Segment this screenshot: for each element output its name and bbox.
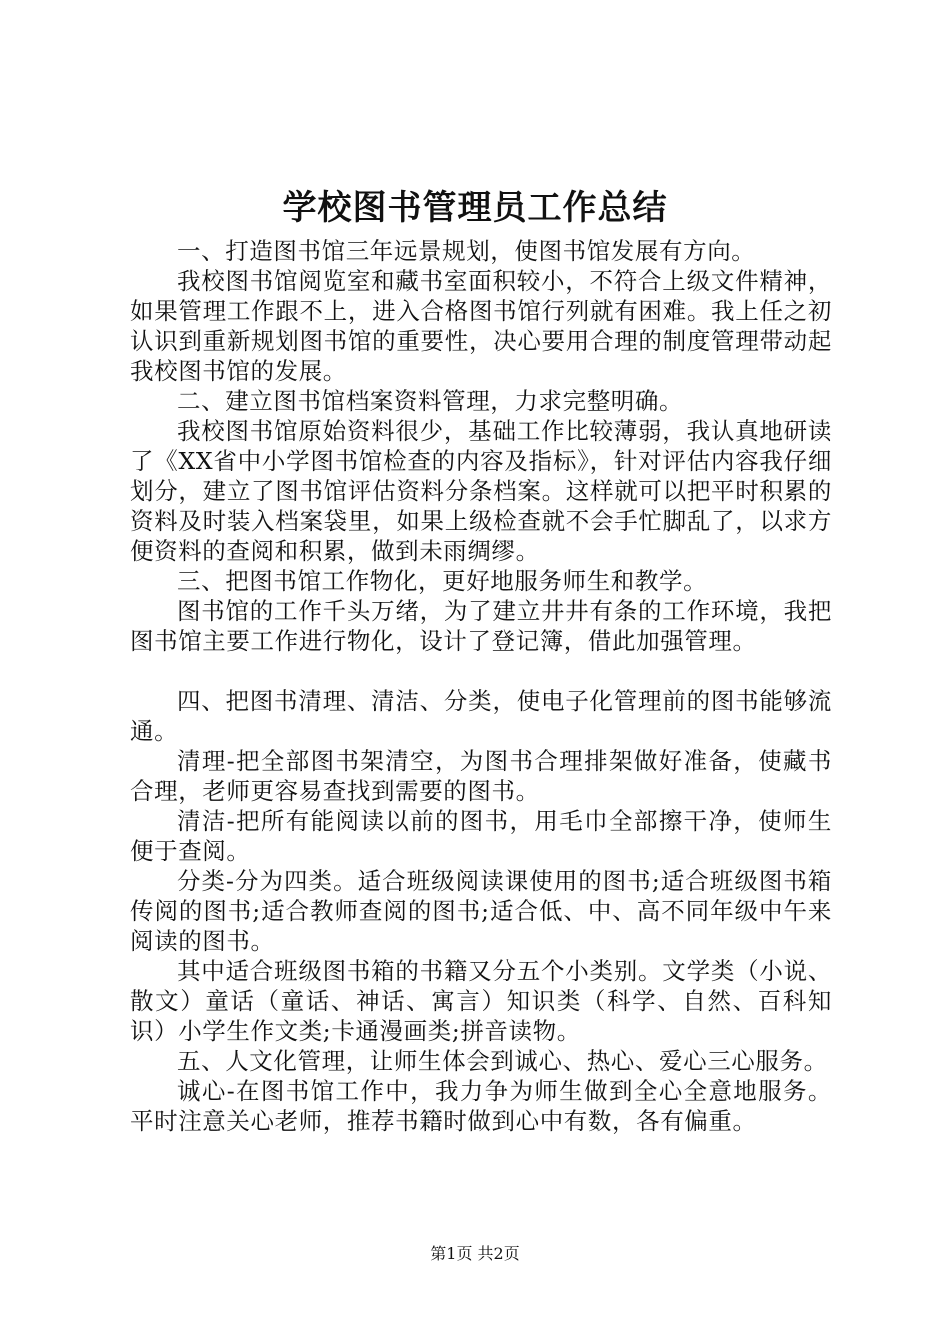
blank-line xyxy=(130,656,832,686)
paragraph: 诚心-在图书馆工作中，我力争为师生做到全心全意地服务。平时注意关心老师，推荐书籍时做到心中有数，各有偏重。 xyxy=(130,1077,832,1135)
paragraph-heading-5: 五、人文化管理，让师生体会到诚心、热心、爱心三心服务。 xyxy=(177,1047,828,1075)
paragraph: 清洁-把所有能阅读以前的图书，用毛巾全部擦干净，使师生便于查阅。 xyxy=(130,807,832,865)
paragraph-heading-1: 一、打造图书馆三年远景规划，使图书馆发展有方向。 xyxy=(177,237,756,265)
paragraph-heading-2: 二、建立图书馆档案资料管理，力求完整明确。 xyxy=(177,387,684,415)
paragraph: 图书馆的工作千头万绪，为了建立井井有条的工作环境，我把图书馆主要工作进行物化，设计了登记簿，借此加强管理。 xyxy=(130,597,832,655)
document-title: 学校图书管理员工作总结 xyxy=(282,188,668,228)
page-indicator: 第1页 共2页 xyxy=(430,1244,520,1263)
paragraph-heading-3: 三、把图书馆工作物化，更好地服务师生和教学。 xyxy=(177,567,708,595)
paragraph: 分类-分为四类。适合班级阅读课使用的图书;适合班级图书箱传阅的图书;适合教师查阅的图书;适合低、中、高不同年级中午来阅读的图书。 xyxy=(130,867,832,955)
paragraph: 清理-把全部图书架清空，为图书合理排架做好准备，使藏书合理，老师更容易查找到需要的图书。 xyxy=(130,747,832,805)
document-body xyxy=(130,236,832,1136)
paragraph: 我校图书馆阅览室和藏书室面积较小，不符合上级文件精神，如果管理工作跟不上，进入合格图书馆行列就有困难。我上任之初认识到重新规划图书馆的重要性，决心要用合理的制度管理带动起我校图书馆的发展。 xyxy=(130,267,832,385)
paragraph-heading-4: 四、把图书清理、清洁、分类，使电子化管理前的图书能够流通。 xyxy=(130,687,832,745)
paragraph: 我校图书馆原始资料很少，基础工作比较薄弱，我认真地研读了《XX省中小学图书馆检查的内容及指标》，针对评估内容我仔细划分，建立了图书馆评估资料分条档案。这样就可以把平时积累的资料及时装入档案袋里，如果上级检查就不会手忙脚乱了，以求方便资料的查阅和积累，做到未雨绸缪。 xyxy=(130,417,832,565)
paragraph: 其中适合班级图书箱的书籍又分五个小类别。文学类（小说、散文）童话（童话、神话、寓言）知识类（科学、自然、百科知识）小学生作文类;卡通漫画类;拼音读物。 xyxy=(130,957,832,1045)
